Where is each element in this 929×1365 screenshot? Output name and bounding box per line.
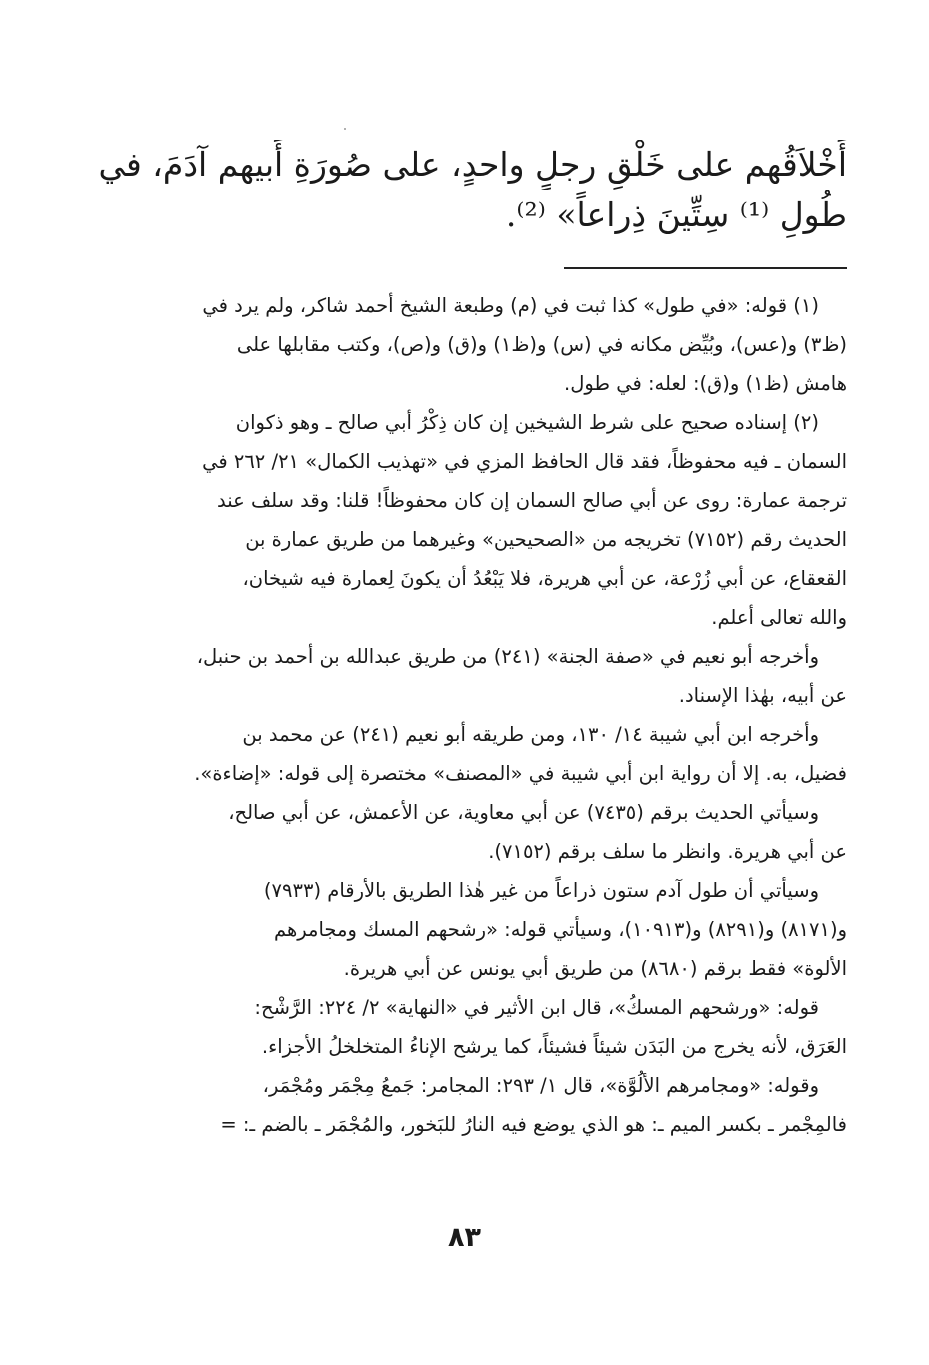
page-number: ٨٣ [448, 1222, 481, 1253]
footnote-line: القعقاع، عن أبي زُرْعة، عن أبي هريرة، فلا يَبْعُدُ أن يكونَ لِعمارة فيه شيخان، [242, 567, 847, 590]
footnote-line: (١) قوله: «في طول» كذا ثبت في (م) وطبعة الشيخ أحمد شاكر، ولم يرد في [202, 294, 819, 317]
footnote-line: العَرَق، لأنه يخرج من البَدَن شيئاً فشيئاً، كما يرشح الإناءُ المتخلخلُ الأجزاء. [261, 1035, 847, 1058]
main-text-line: طُولِ ⁽¹⁾ سِتِّينَ ذِراعاً» ⁽²⁾. [505, 195, 847, 234]
footnote-line: الألوة» فقط برقم (٨٦٨٠) من طريق أبي يونس عن أبي هريرة. [343, 957, 847, 980]
footnote-line: وسيأتي أن طول آدم ستون ذراعاً من غير هٰذا الطريق بالأرقام (٧٩٣٣) [263, 879, 819, 902]
footnotes-section [82, 286, 847, 1144]
footnote-para-rashh [82, 988, 847, 1066]
footnote-line: وسيأتي الحديث برقم (٧٤٣٥) عن أبي معاوية، عن الأعمش، عن أبي صالح، [228, 801, 819, 824]
footnote-line: والله تعالى أعلم. [711, 606, 847, 629]
footnote-line: و(٨١٧١) و(٨٢٩١) و(١٠٩١٣)، وسيأتي قوله: «رشحهم المسك ومجامرهم [274, 918, 847, 941]
scan-speck [344, 128, 346, 130]
footnote-line: هامش (ظ١) و(ق): لعله: في طول. [564, 372, 847, 395]
main-text-line: أَخْلاَقُهم على خَلْقِ رجلٍ واحدٍ، على صُورَةِ أَبيهم آدَمَ، في [98, 145, 847, 184]
footnote-para-sayati-2 [82, 871, 847, 988]
footnote-line: (ظ٣) و(عس)، وبُيِّض مكانه في (س) و(ظ١) و(ق) و(ص)، وكتب مقابلها على [236, 333, 847, 356]
footnote-para-ibn-abi-shaybah [82, 715, 847, 793]
footnote-line: (٢) إسناده صحيح على شرط الشيخين إن كان ذِكْرُ أبي صالح ـ وهو ذكوان [235, 411, 819, 434]
footnote-1 [82, 286, 847, 403]
footnote-line: وأخرجه ابن أبي شيبة ١٤/ ١٣٠، ومن طريقه أبو نعيم (٢٤١) عن محمد بن [242, 723, 819, 746]
footnote-line: وقوله: «ومجامرهم الألُوَّة»، قال ١/ ٢٩٣: المجامر: جَمعُ مِجْمَر ومُجْمَر، [262, 1074, 819, 1097]
main-hadith-text [82, 140, 847, 240]
footnote-line: فضيل، به. إلا أن رواية ابن أبي شيبة في «المصنف» مختصرة إلى قوله: «إضاءة». [194, 762, 847, 785]
footnote-line: عن أبي هريرة. وانظر ما سلف برقم (٧١٥٢). [488, 840, 847, 863]
footnote-separator [564, 267, 847, 269]
footnote-line: عن أبيه، بهٰذا الإسناد. [678, 684, 847, 707]
footnote-para-abu-nuaym [82, 637, 847, 715]
footnote-line: فالمِجْمر ـ بكسر الميم ـ: هو الذي يوضع فيه النارُ للبَخور، والمُجْمَر ـ بالضم ـ: = [220, 1113, 847, 1136]
footnote-line: وأخرجه أبو نعيم في «صفة الجنة» (٢٤١) من طريق عبدالله بن أحمد بن حنبل، [196, 645, 819, 668]
footnote-para-sayati-1 [82, 793, 847, 871]
footnote-line: قوله: «ورشحهم المسكُ»، قال ابن الأثير في «النهاية» ٢/ ٢٢٤: الرَّشْح: [254, 996, 819, 1019]
footnote-2 [82, 403, 847, 637]
footnote-line: الحديث رقم (٧١٥٢) تخريجه من «الصحيحين» وغيرهما من طريق عمارة بن [245, 528, 847, 551]
footnote-line: السمان ـ فيه محفوظاً، فقد قال الحافظ المزي في «تهذيب الكمال» ٢١/ ٢٦٢ في [202, 450, 847, 473]
footnote-line: ترجمة عمارة: روى عن أبي صالح السمان إن كان محفوظاً! قلنا: وقد سلف عند [216, 489, 847, 512]
footnote-para-majamir [82, 1066, 847, 1144]
